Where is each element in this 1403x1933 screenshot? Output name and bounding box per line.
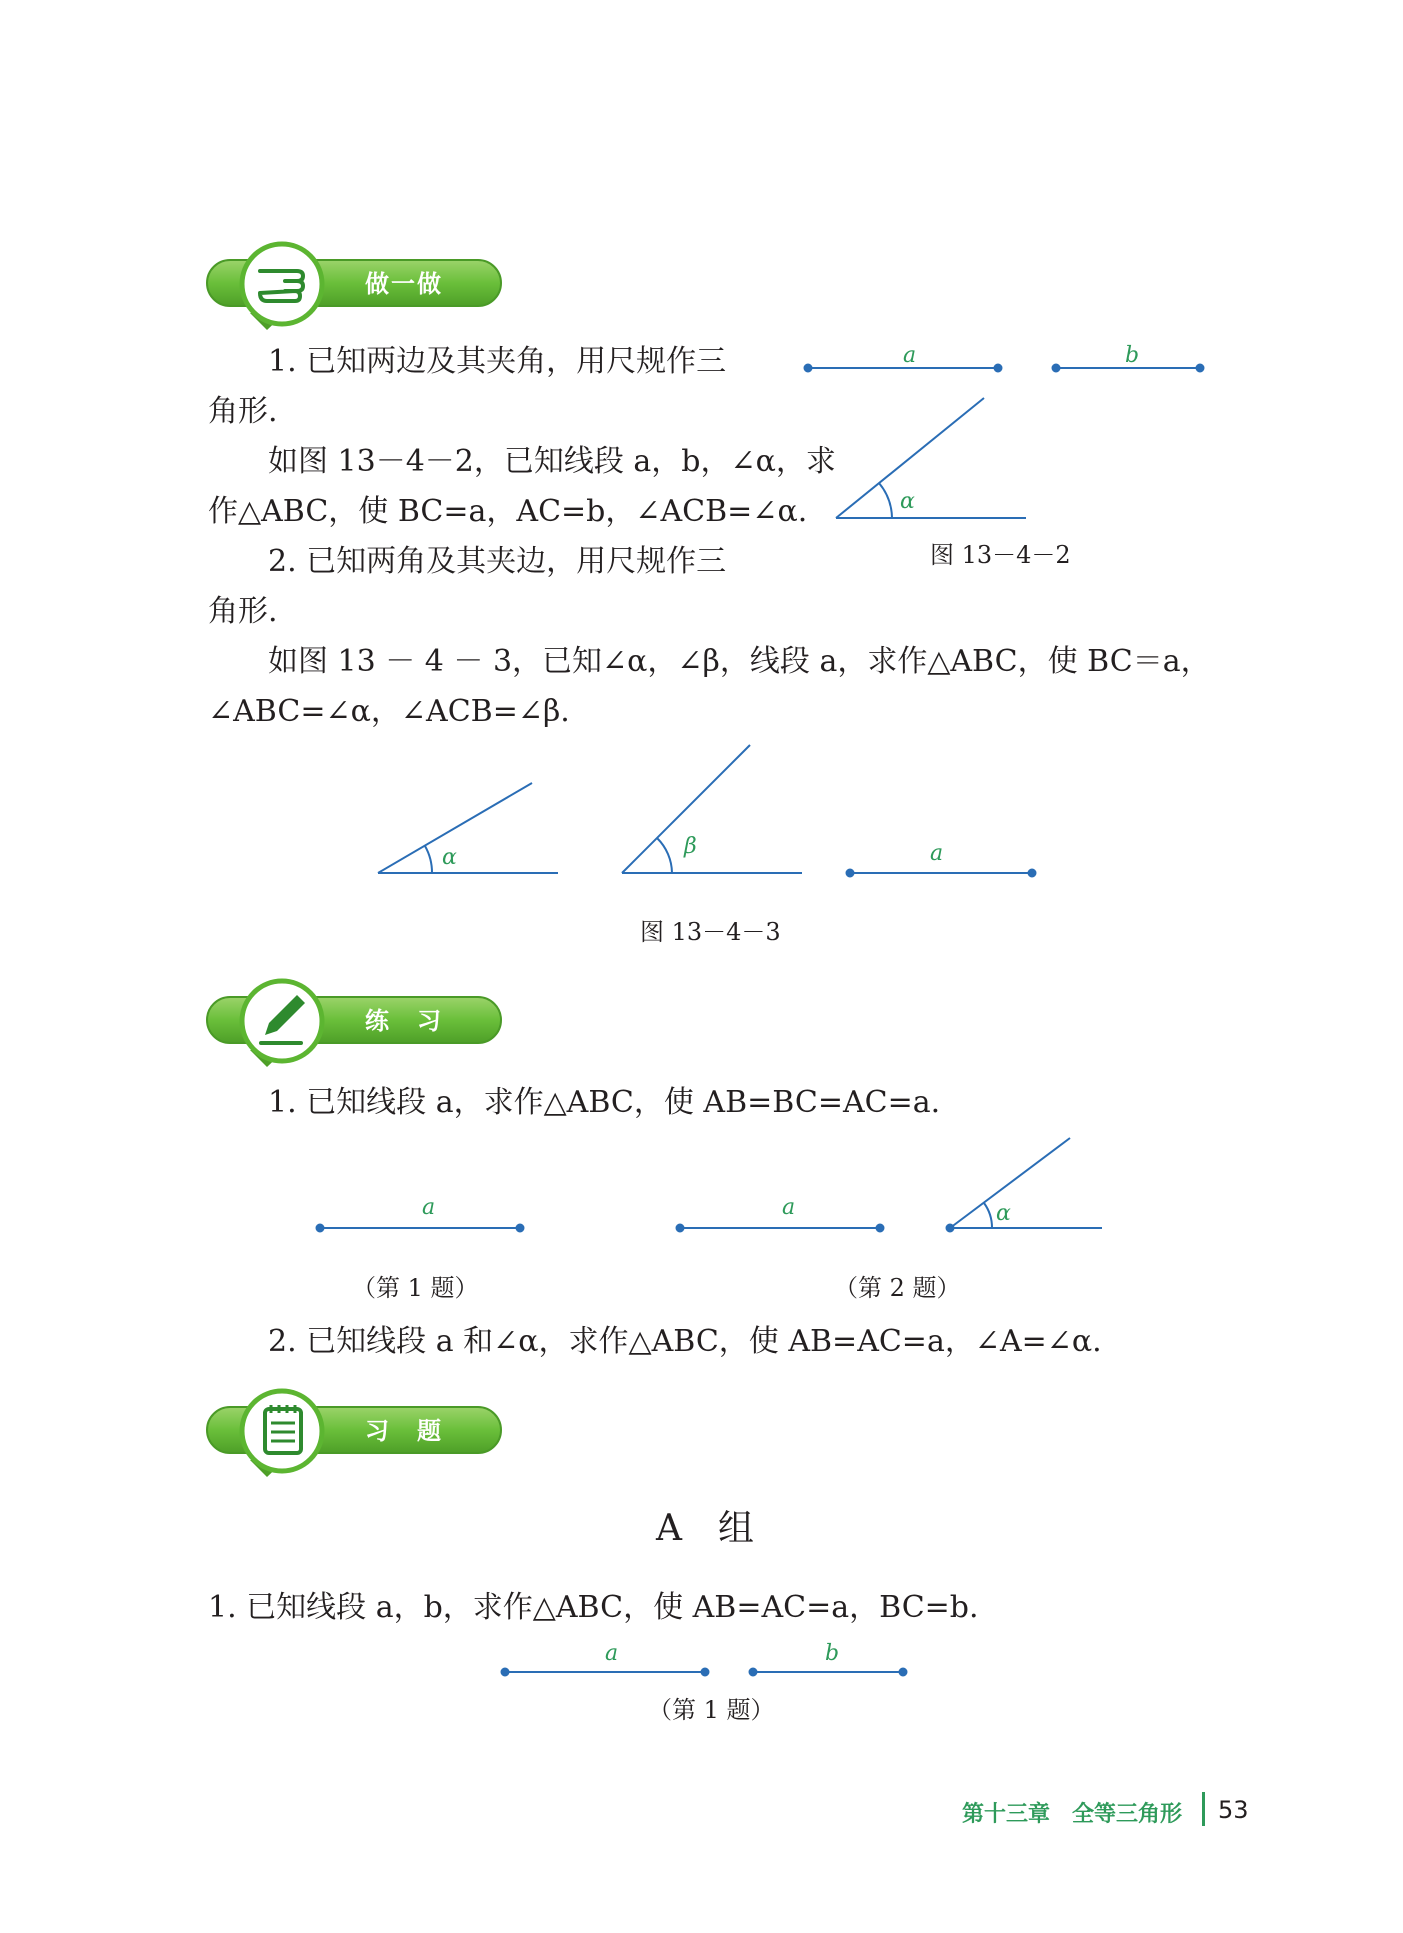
banner-xiti [205,1385,505,1480]
label-alpha: α [442,845,457,870]
group-heading: A 组 [656,1508,754,1549]
segment-endpoint [317,1225,324,1232]
exercise-q1: 1. 已知线段 a，b，求作△ABC，使 AB=AC=a，BC=b. [208,1590,979,1625]
exercise-figure [495,1630,915,1690]
zuo-p4-line1: 如图 13 － 4 － 3，已知∠α，∠β，线段 a，求作△ABC，使 BC＝a， [268,644,1211,679]
label-a: a [903,343,917,368]
segment-endpoint [900,1669,907,1676]
page-number: 53 [1218,1796,1249,1824]
zuo-p1-line2: 角形. [208,394,278,429]
segment-endpoint [502,1669,509,1676]
segment-endpoint [677,1225,684,1232]
label-alpha: α [900,489,915,514]
label-b: b [1125,343,1140,368]
footer-divider [1202,1792,1205,1826]
segment-b-endpoint [1197,365,1204,372]
segment-a-endpoint [847,870,854,877]
section-title-zuoyizuo: 做一做 [365,270,443,298]
label-a: a [930,841,944,866]
label-b: b [825,1641,840,1666]
section-title-lianxi: 练 习 [365,1007,443,1035]
figure-caption-13-4-2: 图 13－4－2 [930,541,1071,569]
practice-figures [310,1130,1110,1240]
label-a: a [605,1641,619,1666]
practice-q1: 1. 已知线段 a，求作△ABC，使 AB=BC=AC=a. [268,1085,941,1120]
label-a: a [782,1195,796,1220]
practice-caption-2: （第 2 题） [834,1274,961,1302]
segment-a-endpoint [995,365,1002,372]
label-a: a [422,1195,436,1220]
zuo-p1-line1: 1. 已知两边及其夹角，用尺规作三 [268,344,727,379]
segment-endpoint [517,1225,524,1232]
angle-alpha-arc [425,846,432,873]
banner-lianxi [205,975,505,1070]
figure-caption-13-4-3: 图 13－4－3 [640,918,781,946]
angle-beta-arc [657,838,672,873]
banner-zuoyizuo [205,238,505,333]
practice-q2: 2. 已知线段 a 和∠α，求作△ABC，使 AB=AC=a，∠A=∠α. [268,1324,1102,1359]
practice-caption-1: （第 1 题） [352,1274,479,1302]
figure-13-4-2 [800,340,1220,530]
angle-alpha-arc [879,483,892,518]
segment-endpoint [750,1669,757,1676]
segment-endpoint [702,1669,709,1676]
exercise-caption-1: （第 1 题） [648,1696,775,1724]
zuo-p4-line2: ∠ABC=∠α，∠ACB=∠β. [208,694,570,729]
zuo-p3-line2: 角形. [208,594,278,629]
notepad-icon [265,1405,301,1453]
zuo-p2-line2: 作△ABC，使 BC=a，AC=b，∠ACB=∠α. [208,494,808,529]
zuo-p2-line1: 如图 13－4－2，已知线段 a，b，∠α，求 [268,444,836,479]
q2-angle-alpha-arc [984,1203,992,1228]
segment-b-endpoint [1053,365,1060,372]
label-alpha: α [996,1201,1011,1226]
label-beta: β [684,834,697,859]
segment-a-endpoint [805,365,812,372]
section-title-xiti: 习 题 [365,1417,443,1445]
figure-13-4-3 [370,735,1050,885]
footer-chapter: 第十三章 全等三角形 [962,1802,1183,1827]
angle-vertex [947,1225,954,1232]
segment-endpoint [877,1225,884,1232]
segment-a-endpoint [1029,870,1036,877]
zuo-p3-line1: 2. 已知两角及其夹边，用尺规作三 [268,544,727,579]
